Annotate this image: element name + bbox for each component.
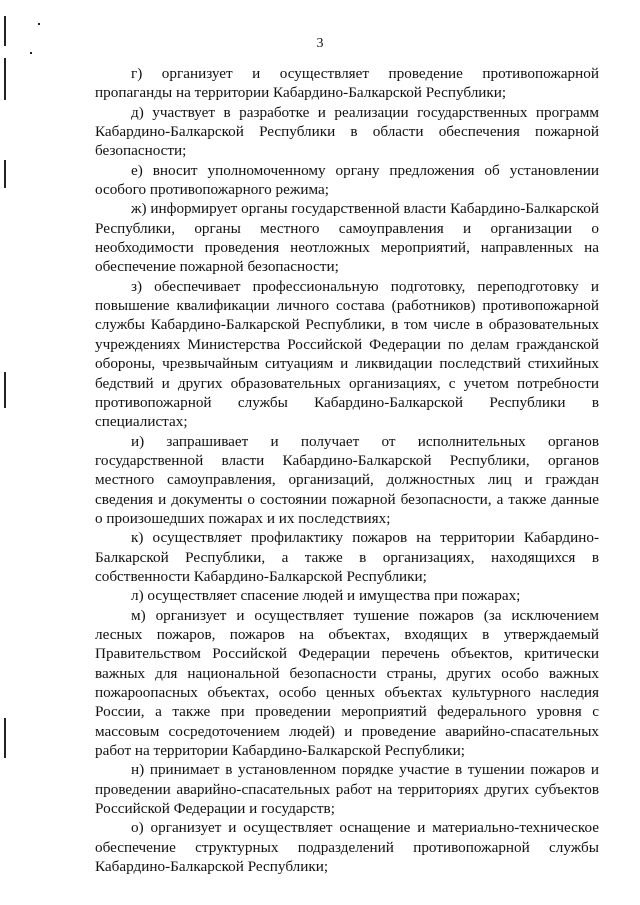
- paragraph-d: д) участвует в разработке и реализации государственных программ Кабардино-Балкарской Республики в области обеспечения пожарной безопасности;: [95, 103, 599, 160]
- scan-mark-left: [4, 160, 6, 188]
- scan-mark-left: [4, 58, 6, 100]
- paragraph-e: е) вносит уполномоченному органу предложения об установлении особого противопожарного режима;: [95, 161, 599, 199]
- paragraph-g: г) организует и осуществляет проведение противопожарной пропаганды на территории Кабардино-Балкарской Республики;: [95, 65, 599, 102]
- paragraph-zh: ж) информирует органы государственной власти Кабардино-Балкарской Республики, органы местного самоуправления и организации о необходимости проведения неотложных мероприятий, направленных на обеспечение пожарной безопасности;: [95, 200, 599, 276]
- scan-mark-dot: [30, 52, 32, 54]
- paragraph-z: з) обеспечивает профессиональную подготовку, переподготовку и повышение квалификации личного состава (работников) противопожарной службы Кабардино-Балкарской Республики, в том числе в образовательных учреждениях Министерства Российской Федерации по делам гражданской обороны, чрезвычайным ситуациям и ликвидации последствий стихийных бедствий и других образовательных организациях, с учетом потребности противопожарной службы Кабардино-Балкарской Республики в специалистах;: [95, 277, 599, 431]
- paragraph-i: и) запрашивает и получает от исполнительных органов государственной власти Кабардино-Балкарской Республики, органов местного самоуправления, организаций, должностных лиц и граждан сведения и документы о состоянии пожарной безопасности, а также данные о произошедших пожарах и их последствиях;: [95, 432, 599, 527]
- document-body: [95, 64, 599, 876]
- scan-mark-left: [4, 372, 6, 408]
- paragraph-l: л) осуществляет спасение людей и имущества при пожарах;: [131, 587, 521, 605]
- scan-mark-dot: [38, 23, 40, 25]
- scan-mark-left: [4, 718, 6, 758]
- paragraph-m: м) организует и осуществляет тушение пожаров (за исключением лесных пожаров, пожаров на объектах, входящих в утверждаемый Правительством Российской Федерации перечень объектов, критически важных для национальной безопасности страны, других особо важных пожароопасных объектах, особо ценных объектах культурного наследия России, а также при проведении мероприятий федерального уровня с массовым сосредоточением людей) и проведение аварийно-спасательных работ на территории Кабардино-Балкарской Республики;: [95, 606, 599, 760]
- paragraph-n: н) принимает в установленном порядке участие в тушении пожаров и проведении аварийно-спасательных работ на территориях других субъектов Российской Федерации и государств;: [95, 761, 599, 818]
- paragraph-o: о) организует и осуществляет оснащение и материально-техническое обеспечение структурных подразделений противопожарной службы Кабардино-Балкарской Республики;: [95, 819, 599, 876]
- paragraph-k: к) осуществляет профилактику пожаров на территории Кабардино-Балкарской Республики, а также в организациях, находящихся в собственности Кабардино-Балкарской Республики;: [95, 529, 599, 585]
- page-number: 3: [316, 36, 324, 51]
